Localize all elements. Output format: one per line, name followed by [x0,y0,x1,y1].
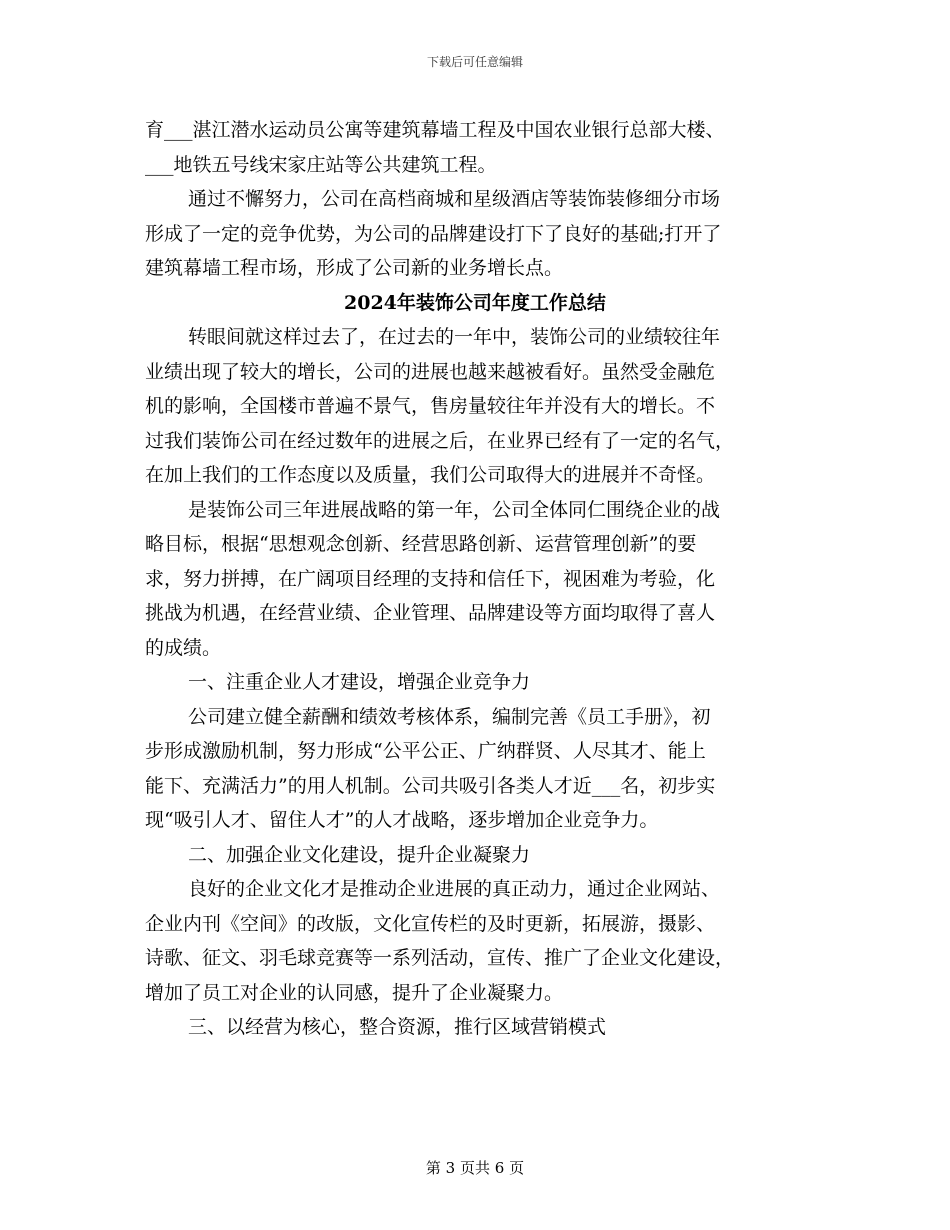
subheading: 三、以经营为核心，整合资源，推行区域营销模式 [188,1016,607,1038]
paragraph-line: 能下、充满活力”的用人机制。公司共吸引各类人才近___名，初步实 [145,774,716,797]
paragraph-line: 的成绩。 [145,636,222,659]
paragraph-line: 现“吸引人才、留住人才”的人才战略，逐步增加企业竞争力。 [145,809,659,831]
paragraph-line: 步形成激励机制，努力形成“公平公正、广纳群贤、人尽其才、能上 [145,740,706,762]
paragraph-line: 建筑幕墙工程市场，形成了公司新的业务增长点。 [145,257,564,279]
paragraph-line: 求，努力拼搏，在广阔项目经理的支持和信任下，视困难为考验，化 [145,567,716,590]
paragraph-line: 机的影响，全国楼市普遍不景气，售房量较往年并没有大的增长。不 [145,395,716,417]
paragraph-line: 过我们装饰公司在经过数年的进展之后，在业界已经有了一定的名气， [145,429,735,452]
paragraph-line: 略目标，根据“思想观念创新、经营思路创新、运营管理创新”的要 [145,533,697,555]
paragraph-line: 诗歌、征文、羽毛球竞赛等一系列活动，宣传、推广了企业文化建设， [145,947,735,969]
document-body [145,113,805,1045]
paragraph-line: 公司建立健全薪酬和绩效考核体系，编制完善《员工手册》，初 [188,705,711,728]
subheading: 一、注重企业人才建设，增强企业竞争力 [188,671,531,693]
paragraph-line: 在加上我们的工作态度以及质量，我们公司取得大的进展并不奇怪。 [145,464,716,486]
paragraph-line: 育___湛江潜水运动员公寓等建筑幕墙工程及中国农业银行总部大楼、 [145,119,725,141]
paragraph-line: 良好的企业文化才是推动企业进展的真正动力，通过企业网站、 [188,878,721,900]
paragraph-line: 通过不懈努力，公司在高档商城和星级酒店等装饰装修细分市场 [188,188,721,210]
paragraph-line: 形成了一定的竞争优势，为公司的品牌建设打下了良好的基础;打开了 [145,222,722,245]
paragraph-line: 企业内刊《空间》的改版，文化宣传栏的及时更新，拓展游，摄影、 [145,912,716,935]
paragraph-line: 增加了员工对企业的认同感，提升了企业凝聚力。 [145,981,564,1004]
paragraph-line: 业绩出现了较大的增长，公司的进展也越来越被看好。虽然受金融危 [145,360,716,383]
paragraph-line: 转眼间就这样过去了，在过去的一年中，装饰公司的业绩较往年 [188,326,721,348]
paragraph-line: 挑战为机遇，在经营业绩、企业管理、品牌建设等方面均取得了喜人 [145,602,716,624]
subheading: 二、加强企业文化建设，提升企业凝聚力 [188,843,531,866]
section-title: 2024年装饰公司年度工作总结 [344,291,606,314]
paragraph-line: ___地铁五号线宋家庄站等公共建筑工程。 [145,153,497,176]
paragraph-line: 是装饰公司三年进展战略的第一年，公司全体同仁围绕企业的战 [188,498,721,521]
page-footer: 第 3 页共 6 页 [425,1159,525,1177]
page-header: 下载后可任意编辑 [426,55,523,69]
